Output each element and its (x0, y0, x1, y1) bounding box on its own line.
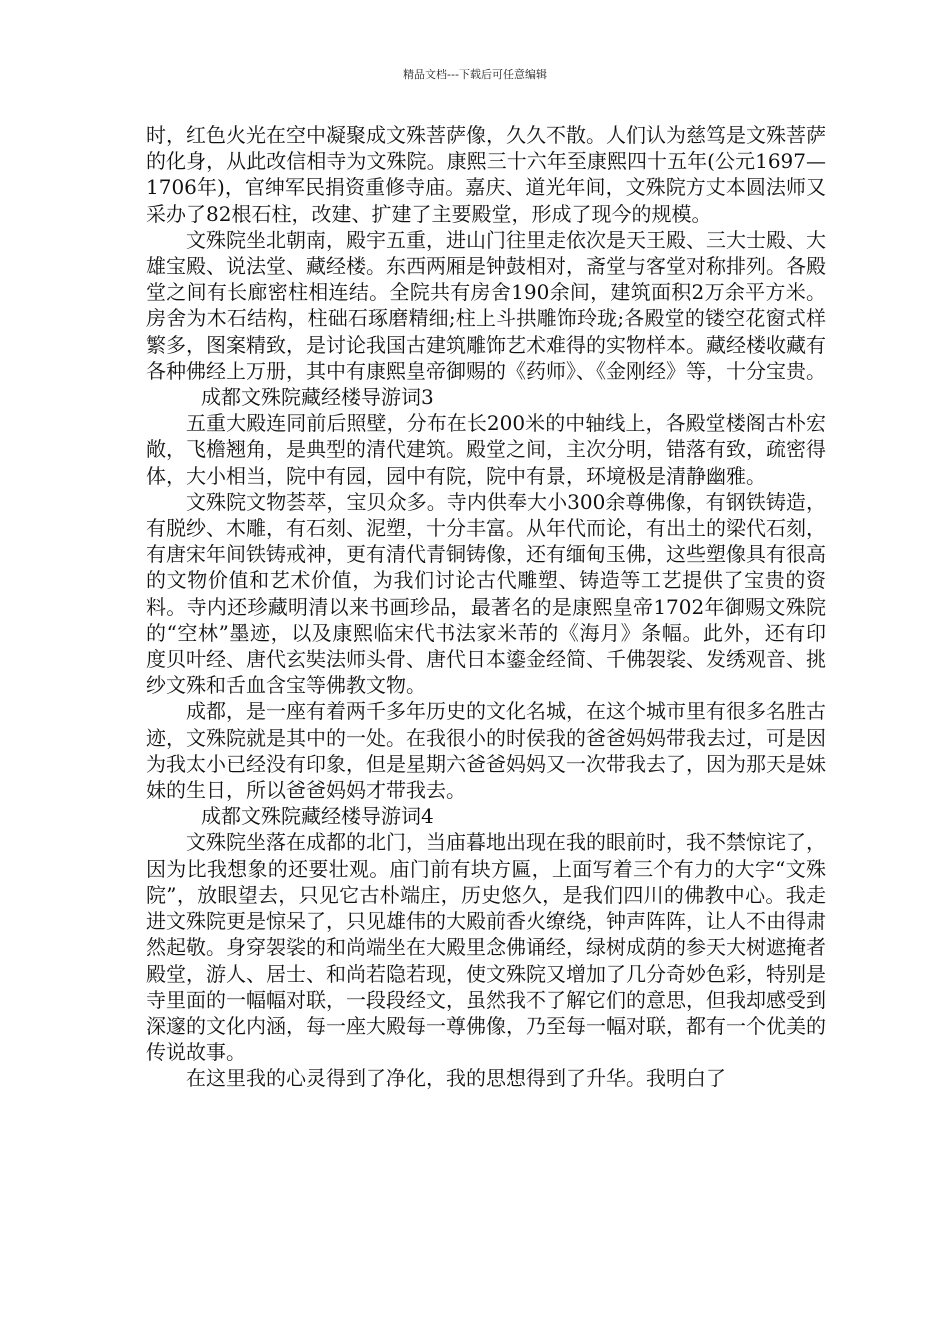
section-heading: 成都文殊院藏经楼导游词3 (201, 385, 434, 410)
paragraph: 时，红色火光在空中凝聚成文殊菩萨像，久久不散。人们认为慈笃是文殊菩萨的化身，从此改信相寺为文殊院。康熙三十六年至康熙四十五年(公元1697—1706年)，官绅军民捐资重修寺庙。嘉庆、道光年间，文殊院方丈本圆法师又采办了82根石柱，改建、扩建了主要殿堂，形成了现今的规模。 (146, 123, 826, 226)
paragraph: 五重大殿连同前后照壁，分布在长200米的中轴线上，各殿堂楼阁古朴宏敞，飞檐翘角，是典型的清代建筑。殿堂之间，主次分明，错落有致，疏密得体，大小相当，院中有园，园中有院，院中有景，环境极是清静幽雅。 (146, 411, 826, 488)
document-body (146, 122, 826, 1092)
paragraph: 成都，是一座有着两千多年历史的文化名城，在这个城市里有很多名胜古迹，文殊院就是其中的一处。在我很小的时侯我的爸爸妈妈带我去过，可是因为我太小已经没有印象，但是星期六爸爸妈妈又一次带我去了，因为那天是妹妹的生日，所以爸爸妈妈才带我去。 (146, 699, 826, 803)
paragraph: 文殊院坐北朝南，殿宇五重，进山门往里走依次是天王殿、三大士殿、大雄宝殿、说法堂、藏经楼。东西两厢是钟鼓相对，斋堂与客堂对称排列。各殿堂之间有长廊密柱相连结。全院共有房舍190余间，建筑面积2万余平方米。房舍为木石结构，柱础石琢磨精细;柱上斗拱雕饰玲珑;各殿堂的镂空花窗式样繁多，图案精致，是讨论我国古建筑雕饰艺术难得的实物样本。藏经楼收藏有各种佛经上万册，其中有康熙皇帝御赐的《药师》、《金刚经》等，十分宝贵。 (146, 227, 826, 383)
paragraph: 文殊院坐落在成都的北门，当庙暮地出现在我的眼前时，我不禁惊诧了，因为比我想象的还要壮观。庙门前有块方匾，上面写着三个有力的大字“文殊院”，放眼望去，只见它古朴端庄，历史悠久，是我们四川的佛教中心。我走进文殊院更是惊呆了，只见雄伟的大殿前香火缭绕，钟声阵阵，让人不由得肃然起敬。身穿袈裟的和尚端坐在大殿里念佛诵经，绿树成荫的参天大树遮掩者殿堂，游人、居士、和尚若隐若现，使文殊院又增加了几分奇妙色彩，特别是寺里面的一幅幅对联，一段段经文，虽然我不了解它们的意思，但我却感受到深邃的文化内涵，每一座大殿每一尊佛像，乃至每一幅对联，都有一个优美的传说故事。 (146, 830, 826, 1065)
paragraph: 在这里我的心灵得到了净化，我的思想得到了升华。我明白了 (186, 1066, 726, 1091)
page-header: 精品文档---下载后可任意编辑 (403, 68, 547, 81)
section-heading: 成都文殊院藏经楼导游词4 (201, 804, 434, 829)
paragraph: 文殊院文物荟萃，宝贝众多。寺内供奉大小300余尊佛像，有钢铁铸造，有脱纱、木雕，有石刻、泥塑，十分丰富。从年代而论，有出土的梁代石刻，有唐宋年间铁铸戒神，更有清代青铜铸像，还有缅甸玉佛，这些塑像具有很高的文物价值和艺术价值，为我们讨论古代雕塑、铸造等工艺提供了宝贵的资料。寺内还珍藏明清以来书画珍品，最著名的是康熙皇帝1702年御赐文殊院的“空林”墨迹，以及康熙临宋代书法家米芾的《海月》条幅。此外，还有印度贝叶经、唐代玄奘法师头骨、唐代日本鎏金经简、千佛袈裟、发绣观音、挑纱文殊和舌血含宝等佛教文物。 (146, 489, 826, 698)
